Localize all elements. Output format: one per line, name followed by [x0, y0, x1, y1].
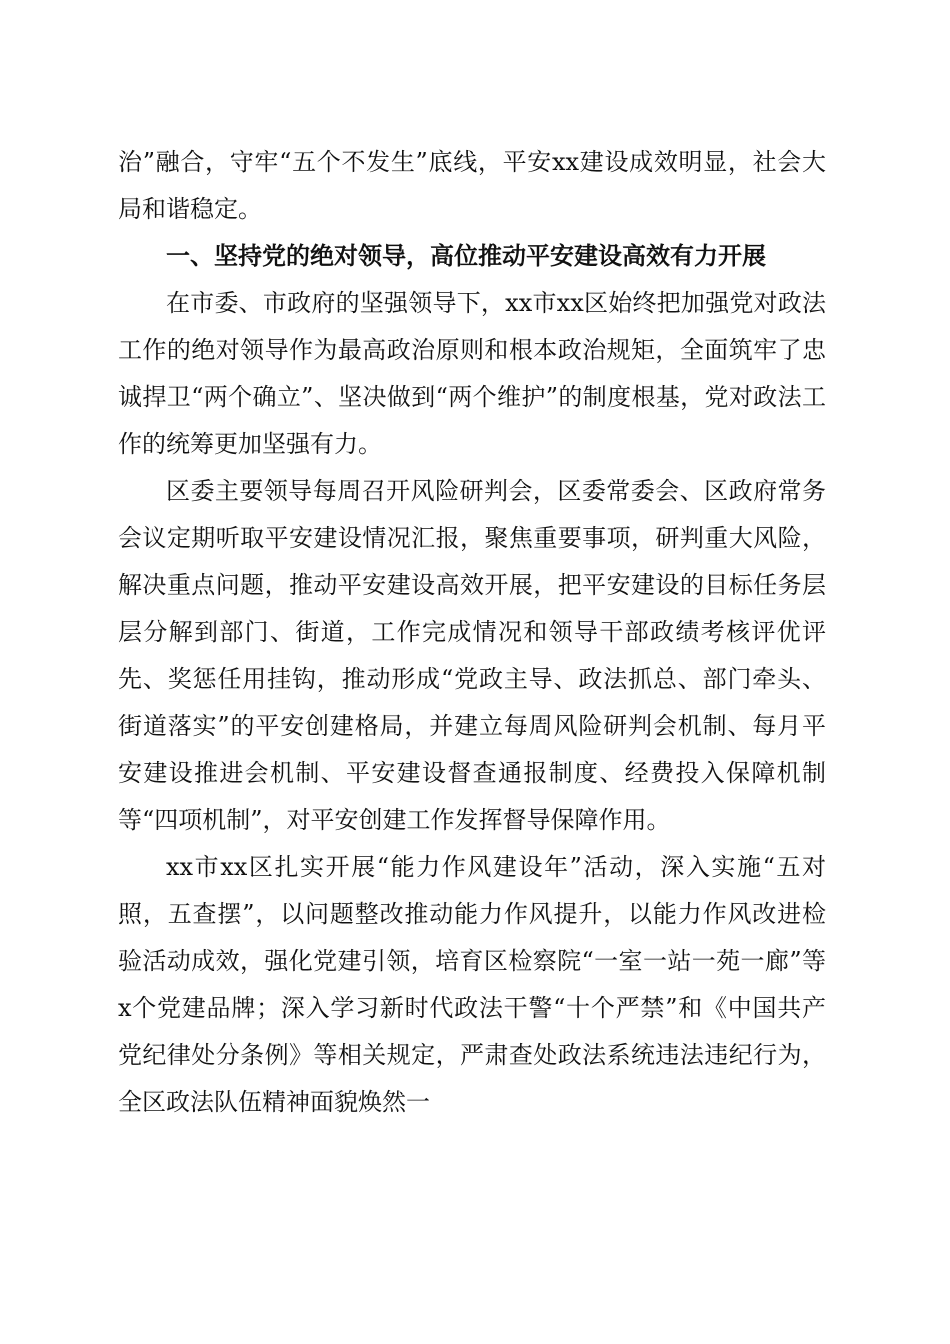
- document-body: [118, 139, 826, 1126]
- paragraph-capability-style: xx市xx区扎实开展“能力作风建设年”活动，深入实施“五对照，五查摆”，以问题整改推动能力作风提升，以能力作风改进检验活动成效，强化党建引领，培育区检察院“一室一站一苑一廊”等x个党建品牌；深入学习新时代政法干警“十个严禁”和《中国共产党纪律处分条例》等相关规定，严肃查处政法系统违法违纪行为，全区政法队伍精神面貌焕然一: [118, 853, 826, 1116]
- section-heading: 一、坚持党的绝对领导，高位推动平安建设高效有力开展: [166, 242, 766, 270]
- paragraph-leadership: 在市委、市政府的坚强领导下，xx市xx区始终把加强党对政法工作的绝对领导作为最高政治原则和根本政治规矩，全面筑牢了忠诚捍卫“两个确立”、坚决做到“两个维护”的制度根基，党对政法工作的统筹更加坚强有力。: [118, 289, 826, 458]
- paragraph-risk-mechanism: 区委主要领导每周召开风险研判会，区委常委会、区政府常务会议定期听取平安建设情况汇报，聚焦重要事项，研判重大风险，解决重点问题，推动平安建设高效开展，把平安建设的目标任务层层分解到部门、街道，工作完成情况和领导干部政绩考核评优评先、奖惩任用挂钩，推动形成“党政主导、政法抓总、部门牵头、街道落实”的平安创建格局，并建立每周风险研判会机制、每月平安建设推进会机制、平安建设督查通报制度、经费投入保障机制等“四项机制”，对平安创建工作发挥督导保障作用。: [118, 477, 826, 834]
- paragraph-continued: 治”融合，守牢“五个不发生”底线，平安xx建设成效明显，社会大局和谐稳定。: [118, 148, 826, 223]
